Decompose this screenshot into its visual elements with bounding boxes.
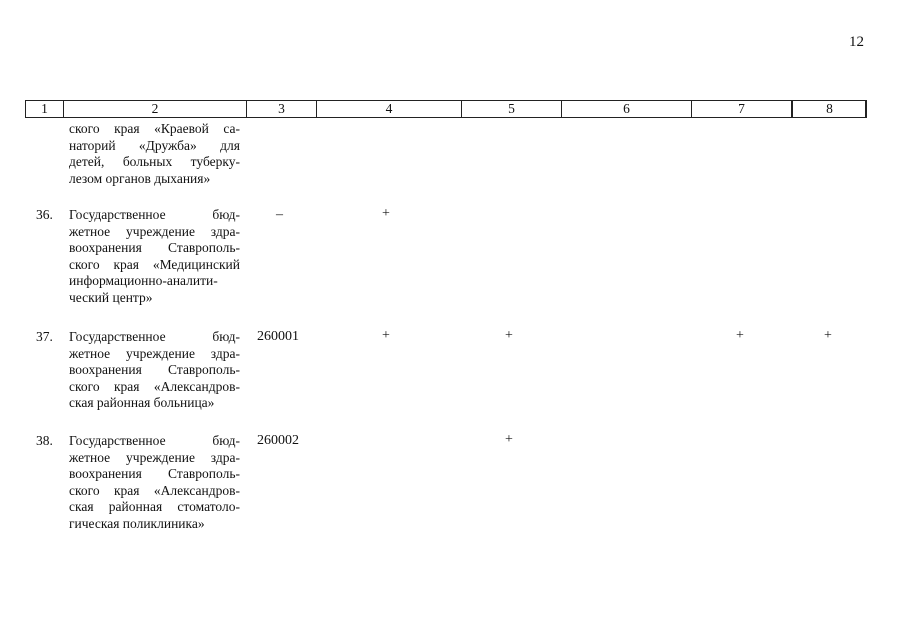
page-number: 12 [849,34,864,50]
row-name-line: ская районная больница» [69,395,215,411]
continuation-line: детей, больных туберку- [69,154,240,170]
row-name-line: воохранения Ставрополь- [69,240,240,256]
row-name-line: воохранения Ставрополь- [69,362,240,378]
row-name-line: информационно-аналити- [69,273,218,289]
continuation-line: ского края «Краевой са- [69,121,240,136]
row-name-line: Государственное бюд- [69,207,240,222]
header-col-4: 4 [317,101,462,117]
row-name [69,207,240,307]
row-name-line: жетное учреждение здра- [69,223,240,239]
row-name-line: воохранения Ставрополь- [69,466,240,482]
continuation-line: наторий «Дружба» для [69,137,240,153]
header-col-5: 5 [462,101,562,117]
mark-col-8: + [824,328,832,343]
header-col-7: 7 [692,101,792,117]
mark-col-5: + [505,328,513,343]
continuation-line: лезом органов дыхания» [69,170,211,186]
mark-col-5: + [505,432,513,447]
mark-col-4: + [382,206,390,221]
row-name-line: Государственное бюд- [69,329,240,344]
row-name-line: жетное учреждение здра- [69,345,240,361]
row-code: 260002 [257,433,299,448]
header-col-1: 1 [26,101,64,117]
row-name [69,433,240,533]
continuation-name [69,121,240,187]
row-name-line: ского края «Медицинский [69,256,240,272]
row-name-line: ческий центр» [69,289,153,305]
row-number: 36. [36,207,53,222]
row-name-line: ского края «Александров- [69,378,240,394]
row-name-line: ского края «Александров- [69,482,240,498]
row-number: 37. [36,329,53,344]
header-col-3: 3 [247,101,317,117]
mark-col-7: + [736,328,744,343]
row-code: 260001 [257,329,299,344]
mark-col-4: + [382,328,390,343]
row-name-line: гическая поликлиника» [69,515,205,531]
header-col-8: 8 [792,100,867,118]
row-code: – [276,207,283,222]
header-col-6: 6 [562,101,692,117]
row-name-line: жетное учреждение здра- [69,449,240,465]
row-name-line: Государственное бюд- [69,433,240,448]
row-name [69,329,240,412]
row-name-line: ская районная стоматоло- [69,499,240,515]
row-number: 38. [36,433,53,448]
header-col-2: 2 [64,101,247,117]
table-header [25,100,866,118]
